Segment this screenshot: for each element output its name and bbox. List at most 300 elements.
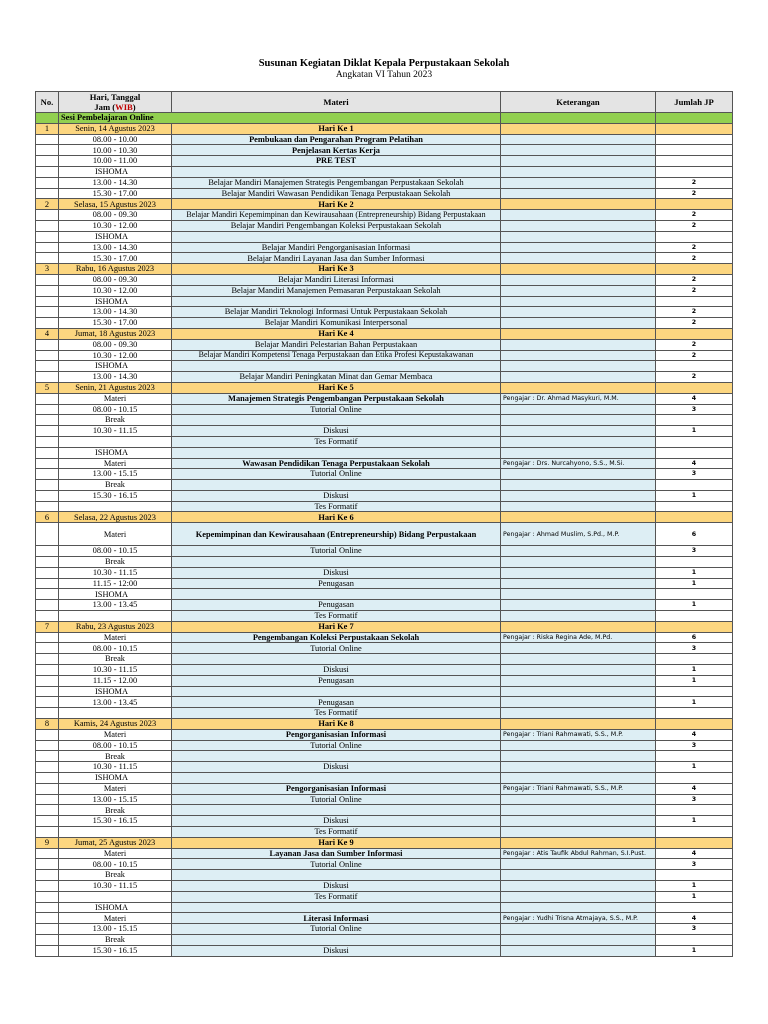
day-row bbox=[36, 837, 733, 848]
day-date: Rabu, 16 Agustus 2023 bbox=[59, 264, 172, 275]
row-materi bbox=[172, 210, 501, 221]
row-keterangan bbox=[501, 156, 656, 167]
row-no-cell bbox=[36, 880, 59, 891]
day-label: Hari Ke 7 bbox=[172, 621, 501, 632]
row-no-cell bbox=[36, 945, 59, 956]
schedule-row bbox=[36, 805, 733, 816]
row-materi: Belajar Mandiri Teknologi Informasi Untuk Perpustakaan Sekolah bbox=[172, 307, 501, 318]
day-ket-cell bbox=[501, 621, 656, 632]
row-keterangan bbox=[501, 546, 656, 557]
row-time: 11.15 - 12.00 bbox=[59, 675, 172, 686]
row-jp: 4 bbox=[656, 913, 733, 924]
schedule-row bbox=[36, 393, 733, 404]
row-no-cell bbox=[36, 490, 59, 501]
row-time: 10.30 - 11.15 bbox=[59, 567, 172, 578]
schedule-row bbox=[36, 934, 733, 945]
row-materi: Tutorial Online bbox=[172, 404, 501, 415]
row-time: 10.30 - 11.15 bbox=[59, 426, 172, 437]
schedule-row bbox=[36, 848, 733, 859]
row-no-cell bbox=[36, 546, 59, 557]
row-materi bbox=[172, 415, 501, 426]
row-materi: Belajar Mandiri Wawasan Pendidikan Tenaga Perpustakaan Sekolah bbox=[172, 188, 501, 199]
schedule-row bbox=[36, 447, 733, 458]
row-no-cell bbox=[36, 902, 59, 913]
row-time: Materi bbox=[59, 913, 172, 924]
row-materi: Literasi Informasi bbox=[172, 913, 501, 924]
row-jp bbox=[656, 166, 733, 177]
row-no-cell bbox=[36, 480, 59, 491]
row-keterangan: Pengajar : Dr. Ahmad Masykuri, M.M. bbox=[501, 393, 656, 404]
schedule-row bbox=[36, 686, 733, 697]
schedule-row bbox=[36, 589, 733, 600]
schedule-row bbox=[36, 600, 733, 611]
session-row bbox=[36, 113, 733, 124]
row-materi: Penjelasan Kertas Kerja bbox=[172, 145, 501, 156]
row-keterangan bbox=[501, 924, 656, 935]
row-materi: Tes Formatif bbox=[172, 708, 501, 719]
row-time: 10.00 - 11.00 bbox=[59, 156, 172, 167]
row-no-cell bbox=[36, 415, 59, 426]
row-jp: 1 bbox=[656, 665, 733, 676]
schedule-row bbox=[36, 924, 733, 935]
day-ket-cell bbox=[501, 328, 656, 339]
row-jp: 2 bbox=[656, 307, 733, 318]
schedule-row bbox=[36, 415, 733, 426]
schedule-row bbox=[36, 501, 733, 512]
schedule-row bbox=[36, 611, 733, 622]
row-materi bbox=[172, 654, 501, 665]
row-jp: 6 bbox=[656, 523, 733, 546]
row-jp bbox=[656, 447, 733, 458]
row-jp bbox=[656, 611, 733, 622]
row-keterangan bbox=[501, 285, 656, 296]
row-no-cell bbox=[36, 220, 59, 231]
row-jp: 2 bbox=[656, 188, 733, 199]
row-time: 13.00 - 13.45 bbox=[59, 697, 172, 708]
row-time: 13.00 - 14.30 bbox=[59, 177, 172, 188]
row-jp bbox=[656, 805, 733, 816]
day-label: Hari Ke 8 bbox=[172, 719, 501, 730]
row-materi: Diskusi bbox=[172, 816, 501, 827]
row-materi: Diskusi bbox=[172, 665, 501, 676]
schedule-row bbox=[36, 469, 733, 480]
row-jp: 2 bbox=[656, 372, 733, 383]
row-time bbox=[59, 827, 172, 838]
day-number: 9 bbox=[36, 837, 59, 848]
row-time: 08.00 - 09.30 bbox=[59, 339, 172, 350]
row-materi bbox=[172, 166, 501, 177]
day-jp-cell bbox=[656, 719, 733, 730]
row-jp: 2 bbox=[656, 274, 733, 285]
row-time: 08.00 - 10.15 bbox=[59, 546, 172, 557]
row-no-cell bbox=[36, 924, 59, 935]
document-title: Susunan Kegiatan Diklat Kepala Perpustakaan Sekolah bbox=[258, 58, 510, 69]
day-number: 3 bbox=[36, 264, 59, 275]
day-ket-cell bbox=[501, 264, 656, 275]
day-number: 7 bbox=[36, 621, 59, 632]
schedule-row bbox=[36, 285, 733, 296]
schedule-row bbox=[36, 231, 733, 242]
row-materi: Tes Formatif bbox=[172, 891, 501, 902]
row-time: Break bbox=[59, 557, 172, 568]
row-keterangan: Pengajar : Drs. Nurcahyono, S.S., M.Si. bbox=[501, 458, 656, 469]
row-keterangan bbox=[501, 339, 656, 350]
row-keterangan bbox=[501, 490, 656, 501]
row-materi: Belajar Mandiri Manajemen Strategis Pengembangan Perpustakaan Sekolah bbox=[172, 177, 501, 188]
row-keterangan bbox=[501, 188, 656, 199]
row-no-cell bbox=[36, 740, 59, 751]
row-keterangan bbox=[501, 447, 656, 458]
day-ket-cell bbox=[501, 382, 656, 393]
row-keterangan bbox=[501, 177, 656, 188]
header-row bbox=[36, 92, 733, 113]
row-time: ISHOMA bbox=[59, 166, 172, 177]
schedule-row bbox=[36, 156, 733, 167]
row-jp: 1 bbox=[656, 426, 733, 437]
row-time: 08.00 - 09.30 bbox=[59, 210, 172, 221]
schedule-row bbox=[36, 751, 733, 762]
row-time: 10.30 - 11.15 bbox=[59, 880, 172, 891]
row-keterangan bbox=[501, 134, 656, 145]
schedule-row bbox=[36, 350, 733, 361]
schedule-row bbox=[36, 891, 733, 902]
row-no-cell bbox=[36, 805, 59, 816]
row-materi: Tutorial Online bbox=[172, 794, 501, 805]
schedule-row bbox=[36, 436, 733, 447]
day-ket-cell bbox=[501, 123, 656, 134]
row-materi: Diskusi bbox=[172, 880, 501, 891]
day-row bbox=[36, 719, 733, 730]
header-date bbox=[59, 92, 172, 113]
row-materi bbox=[172, 480, 501, 491]
row-keterangan bbox=[501, 404, 656, 415]
schedule-row bbox=[36, 870, 733, 881]
row-materi bbox=[172, 296, 501, 307]
day-date: Selasa, 15 Agustus 2023 bbox=[59, 199, 172, 210]
row-jp bbox=[656, 361, 733, 372]
day-label: Hari Ke 1 bbox=[172, 123, 501, 134]
day-date: Rabu, 23 Agustus 2023 bbox=[59, 621, 172, 632]
row-materi: Tutorial Online bbox=[172, 546, 501, 557]
row-time: 10.30 - 12.00 bbox=[59, 350, 172, 361]
row-jp: 4 bbox=[656, 848, 733, 859]
row-jp bbox=[656, 708, 733, 719]
row-keterangan bbox=[501, 318, 656, 329]
row-time: Break bbox=[59, 751, 172, 762]
row-no-cell bbox=[36, 156, 59, 167]
row-jp bbox=[656, 480, 733, 491]
schedule-row bbox=[36, 557, 733, 568]
row-materi: Pengorganisasian Informasi bbox=[172, 729, 501, 740]
schedule-row bbox=[36, 665, 733, 676]
row-jp bbox=[656, 589, 733, 600]
row-no-cell bbox=[36, 611, 59, 622]
row-time: Break bbox=[59, 654, 172, 665]
schedule-row bbox=[36, 210, 733, 221]
row-time: 15.30 - 16.15 bbox=[59, 490, 172, 501]
day-row bbox=[36, 621, 733, 632]
document-subtitle: Angkatan VI Tahun 2023 bbox=[335, 70, 433, 80]
row-materi: Layanan Jasa dan Sumber Informasi bbox=[172, 848, 501, 859]
row-time: 15.30 - 17.00 bbox=[59, 318, 172, 329]
schedule-row bbox=[36, 242, 733, 253]
session-no-cell bbox=[36, 113, 59, 124]
day-jp-cell bbox=[656, 264, 733, 275]
row-jp bbox=[656, 156, 733, 167]
row-no-cell bbox=[36, 447, 59, 458]
day-number: 1 bbox=[36, 123, 59, 134]
row-keterangan: Pengajar : Triani Rahmawati, S.S., M.P. bbox=[501, 729, 656, 740]
row-no-cell bbox=[36, 458, 59, 469]
row-time: Materi bbox=[59, 458, 172, 469]
schedule-row bbox=[36, 794, 733, 805]
row-no-cell bbox=[36, 632, 59, 643]
row-no-cell bbox=[36, 242, 59, 253]
row-time: ISHOMA bbox=[59, 686, 172, 697]
day-label: Hari Ke 2 bbox=[172, 199, 501, 210]
row-time: ISHOMA bbox=[59, 296, 172, 307]
row-jp: 1 bbox=[656, 578, 733, 589]
row-no-cell bbox=[36, 783, 59, 794]
row-no-cell bbox=[36, 436, 59, 447]
day-jp-cell bbox=[656, 621, 733, 632]
day-row bbox=[36, 123, 733, 134]
row-jp: 2 bbox=[656, 318, 733, 329]
row-no-cell bbox=[36, 404, 59, 415]
row-jp bbox=[656, 827, 733, 838]
day-jp-cell bbox=[656, 328, 733, 339]
row-no-cell bbox=[36, 600, 59, 611]
day-jp-cell bbox=[656, 837, 733, 848]
row-jp: 4 bbox=[656, 729, 733, 740]
row-materi: Tes Formatif bbox=[172, 501, 501, 512]
row-materi bbox=[172, 805, 501, 816]
row-jp: 3 bbox=[656, 740, 733, 751]
materi-text: Belajar Mandiri Kepemimpinan dan Kewirausahaan (Entrepreneurship) Bidang Perpustakaan bbox=[186, 210, 486, 219]
row-no-cell bbox=[36, 557, 59, 568]
row-no-cell bbox=[36, 827, 59, 838]
row-time: 15.30 - 16.15 bbox=[59, 945, 172, 956]
row-no-cell bbox=[36, 729, 59, 740]
row-materi: Wawasan Pendidikan Tenaga Perpustakaan Sekolah bbox=[172, 458, 501, 469]
day-date: Selasa, 22 Agustus 2023 bbox=[59, 512, 172, 523]
session-jp-cell bbox=[656, 113, 733, 124]
row-time: Materi bbox=[59, 729, 172, 740]
day-number: 4 bbox=[36, 328, 59, 339]
row-keterangan bbox=[501, 945, 656, 956]
schedule-row bbox=[36, 339, 733, 350]
row-time: 13.00 - 14.30 bbox=[59, 372, 172, 383]
row-no-cell bbox=[36, 231, 59, 242]
row-keterangan bbox=[501, 557, 656, 568]
row-no-cell bbox=[36, 393, 59, 404]
row-no-cell bbox=[36, 501, 59, 512]
row-keterangan bbox=[501, 274, 656, 285]
row-keterangan bbox=[501, 870, 656, 881]
header-jp: Jumlah JP bbox=[656, 92, 733, 113]
row-keterangan bbox=[501, 589, 656, 600]
schedule-row bbox=[36, 675, 733, 686]
row-jp bbox=[656, 436, 733, 447]
row-materi: Manajemen Strategis Pengembangan Perpustakaan Sekolah bbox=[172, 393, 501, 404]
row-keterangan bbox=[501, 762, 656, 773]
header-keterangan: Keterangan bbox=[501, 92, 656, 113]
row-keterangan bbox=[501, 242, 656, 253]
row-time: 08.00 - 10.15 bbox=[59, 859, 172, 870]
row-materi: Tutorial Online bbox=[172, 643, 501, 654]
row-jp: 3 bbox=[656, 924, 733, 935]
row-time: 13.00 - 15.15 bbox=[59, 469, 172, 480]
row-keterangan bbox=[501, 426, 656, 437]
row-jp bbox=[656, 751, 733, 762]
day-date: Jumat, 25 Agustus 2023 bbox=[59, 837, 172, 848]
row-no-cell bbox=[36, 523, 59, 546]
row-time: 15.30 - 17.00 bbox=[59, 188, 172, 199]
row-no-cell bbox=[36, 188, 59, 199]
schedule-row bbox=[36, 458, 733, 469]
row-time: 10.30 - 12.00 bbox=[59, 220, 172, 231]
row-materi: PRE TEST bbox=[172, 156, 501, 167]
row-time bbox=[59, 611, 172, 622]
header-date-prefix: Jam ( bbox=[94, 102, 116, 112]
day-label: Hari Ke 3 bbox=[172, 264, 501, 275]
materi-text: Belajar Mandiri Kompetensi Tenaga Perpustakaan dan Etika Profesi Kepustakawanan bbox=[198, 350, 474, 359]
row-keterangan bbox=[501, 307, 656, 318]
row-materi bbox=[172, 902, 501, 913]
row-no-cell bbox=[36, 751, 59, 762]
schedule-row bbox=[36, 546, 733, 557]
row-time: 13.00 - 13.45 bbox=[59, 600, 172, 611]
schedule-row bbox=[36, 729, 733, 740]
row-keterangan bbox=[501, 350, 656, 361]
row-no-cell bbox=[36, 934, 59, 945]
day-ket-cell bbox=[501, 512, 656, 523]
day-row bbox=[36, 328, 733, 339]
row-time: 13.00 - 14.30 bbox=[59, 242, 172, 253]
row-jp: 2 bbox=[656, 177, 733, 188]
session-label: Sesi Pembelajaran Online bbox=[59, 113, 501, 124]
header-materi: Materi bbox=[172, 92, 501, 113]
day-number: 8 bbox=[36, 719, 59, 730]
row-no-cell bbox=[36, 372, 59, 383]
row-materi: Diskusi bbox=[172, 762, 501, 773]
row-materi: Tutorial Online bbox=[172, 469, 501, 480]
row-no-cell bbox=[36, 307, 59, 318]
row-materi: Pembukaan dan Pengarahan Program Pelatihan bbox=[172, 134, 501, 145]
row-materi: Belajar Mandiri Peningkatan Minat dan Gemar Membaca bbox=[172, 372, 501, 383]
row-jp: 1 bbox=[656, 891, 733, 902]
row-keterangan bbox=[501, 501, 656, 512]
row-keterangan bbox=[501, 296, 656, 307]
row-jp: 2 bbox=[656, 242, 733, 253]
row-materi bbox=[172, 557, 501, 568]
row-time: ISHOMA bbox=[59, 231, 172, 242]
row-jp: 3 bbox=[656, 546, 733, 557]
row-materi bbox=[172, 751, 501, 762]
row-keterangan bbox=[501, 210, 656, 221]
row-jp: 3 bbox=[656, 404, 733, 415]
row-time: Materi bbox=[59, 848, 172, 859]
row-keterangan bbox=[501, 751, 656, 762]
schedule-row bbox=[36, 697, 733, 708]
row-materi: Diskusi bbox=[172, 426, 501, 437]
row-keterangan bbox=[501, 480, 656, 491]
schedule-row bbox=[36, 654, 733, 665]
row-no-cell bbox=[36, 589, 59, 600]
row-jp: 6 bbox=[656, 632, 733, 643]
row-no-cell bbox=[36, 859, 59, 870]
row-no-cell bbox=[36, 708, 59, 719]
row-materi: Penugasan bbox=[172, 578, 501, 589]
row-no-cell bbox=[36, 145, 59, 156]
row-materi: Kepemimpinan dan Kewirausahaan (Entrepreneurship) Bidang Perpustakaan bbox=[172, 523, 501, 546]
row-no-cell bbox=[36, 296, 59, 307]
row-materi: Tutorial Online bbox=[172, 740, 501, 751]
schedule-row bbox=[36, 827, 733, 838]
schedule-row bbox=[36, 567, 733, 578]
row-no-cell bbox=[36, 773, 59, 784]
row-time: 08.00 - 10.15 bbox=[59, 643, 172, 654]
day-row bbox=[36, 382, 733, 393]
row-no-cell bbox=[36, 762, 59, 773]
row-jp: 1 bbox=[656, 675, 733, 686]
schedule-row bbox=[36, 490, 733, 501]
row-materi: Belajar Mandiri Layanan Jasa dan Sumber Informasi bbox=[172, 253, 501, 264]
row-jp: 1 bbox=[656, 880, 733, 891]
row-materi: Belajar Mandiri Komunikasi Interpersonal bbox=[172, 318, 501, 329]
schedule-row bbox=[36, 773, 733, 784]
row-time: 15.30 - 16.15 bbox=[59, 816, 172, 827]
row-keterangan bbox=[501, 469, 656, 480]
row-jp bbox=[656, 686, 733, 697]
row-materi: Tutorial Online bbox=[172, 924, 501, 935]
schedule-row bbox=[36, 145, 733, 156]
schedule-row bbox=[36, 480, 733, 491]
row-materi: Tes Formatif bbox=[172, 611, 501, 622]
row-keterangan bbox=[501, 805, 656, 816]
row-materi bbox=[172, 686, 501, 697]
schedule-row bbox=[36, 913, 733, 924]
day-number: 2 bbox=[36, 199, 59, 210]
row-jp: 2 bbox=[656, 220, 733, 231]
row-keterangan bbox=[501, 773, 656, 784]
row-time bbox=[59, 891, 172, 902]
row-keterangan bbox=[501, 665, 656, 676]
row-keterangan bbox=[501, 253, 656, 264]
row-keterangan bbox=[501, 361, 656, 372]
row-keterangan bbox=[501, 740, 656, 751]
row-materi bbox=[172, 447, 501, 458]
row-keterangan bbox=[501, 902, 656, 913]
row-keterangan bbox=[501, 816, 656, 827]
row-jp bbox=[656, 145, 733, 156]
schedule-row bbox=[36, 880, 733, 891]
row-keterangan bbox=[501, 415, 656, 426]
row-materi: Tes Formatif bbox=[172, 436, 501, 447]
row-time: Break bbox=[59, 415, 172, 426]
row-jp: 1 bbox=[656, 762, 733, 773]
row-time bbox=[59, 501, 172, 512]
row-no-cell bbox=[36, 350, 59, 361]
row-jp: 1 bbox=[656, 600, 733, 611]
row-jp: 1 bbox=[656, 697, 733, 708]
schedule-row bbox=[36, 643, 733, 654]
schedule-row bbox=[36, 523, 733, 546]
schedule-row bbox=[36, 404, 733, 415]
row-no-cell bbox=[36, 643, 59, 654]
row-materi bbox=[172, 870, 501, 881]
row-jp: 4 bbox=[656, 458, 733, 469]
